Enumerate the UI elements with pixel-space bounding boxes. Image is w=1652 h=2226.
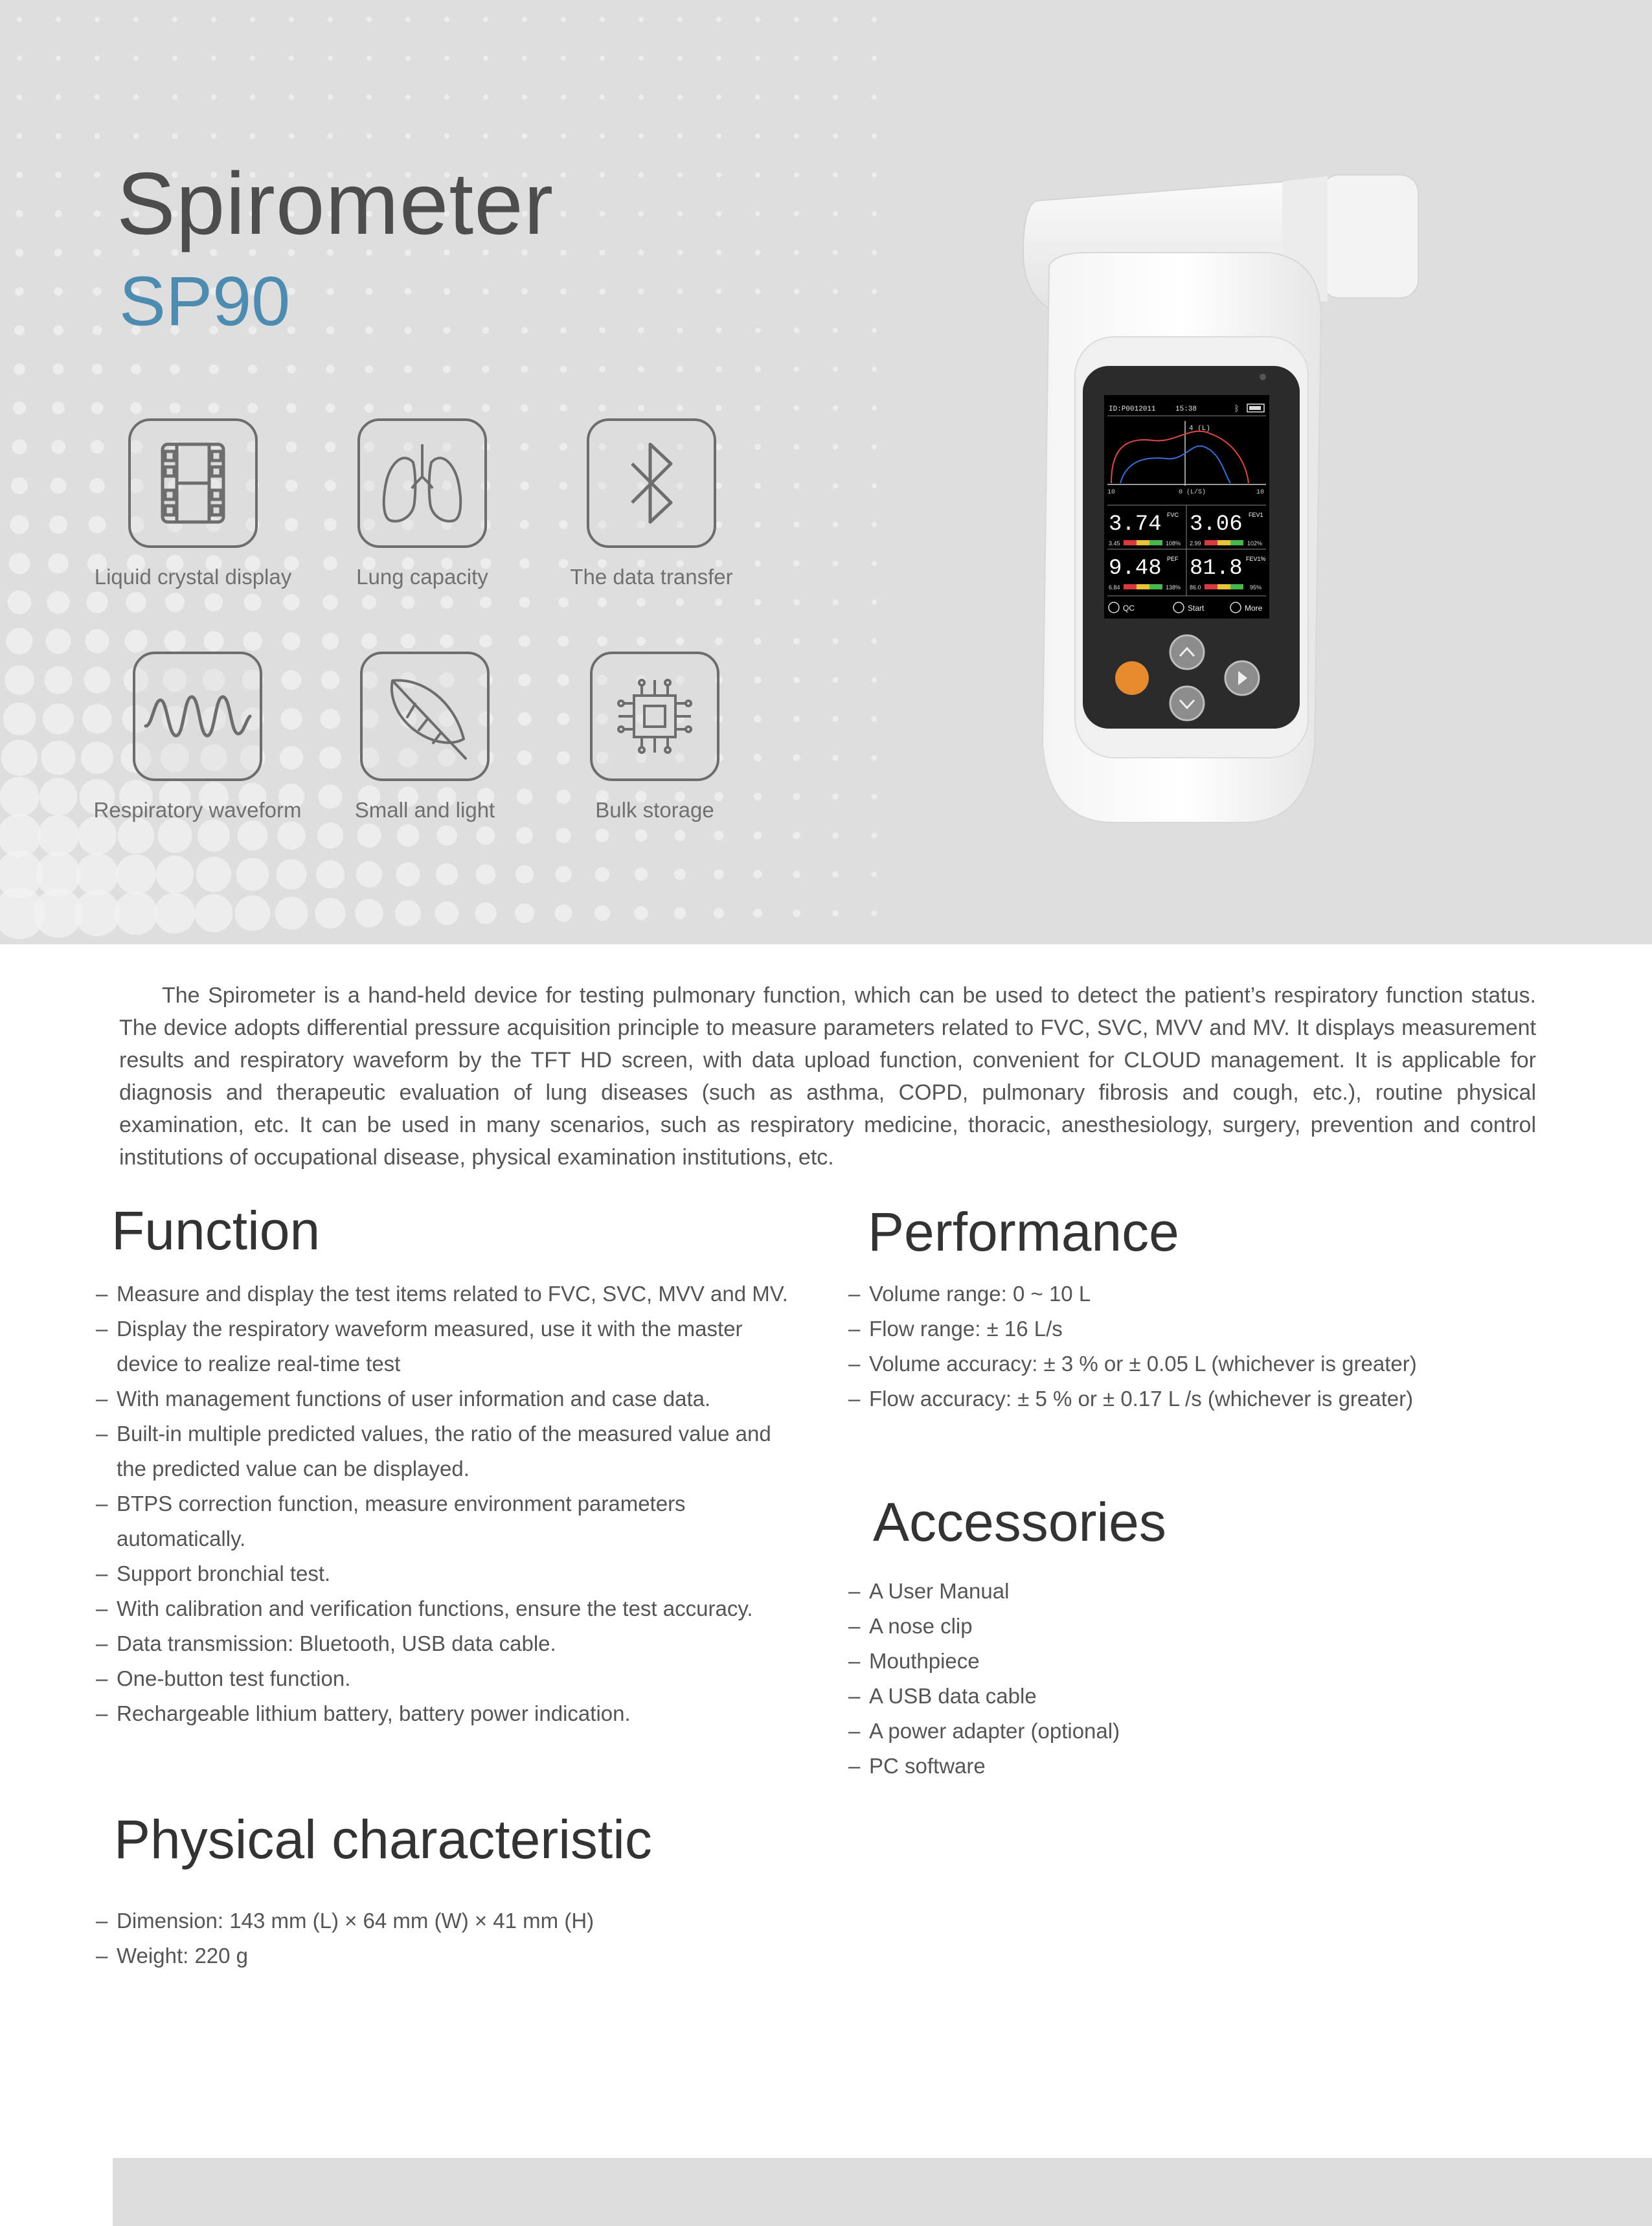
feature-storage bbox=[538, 652, 771, 823]
fev1pct-value: 81.8 bbox=[1190, 556, 1243, 581]
axis-top-label: 4 (L) bbox=[1189, 425, 1211, 433]
pef-label: PEF bbox=[1167, 556, 1179, 562]
list-item: – A nose clip bbox=[848, 1609, 1431, 1644]
axis-right-label: 10 bbox=[1256, 489, 1265, 496]
list-item: – Flow range: ± 16 L/s bbox=[848, 1312, 1593, 1346]
feature-label: Bulk storage bbox=[595, 798, 714, 822]
feature-data-transfer bbox=[535, 418, 768, 589]
list-item: – Rechargeable lithium battery, battery power indication. bbox=[96, 1696, 795, 1731]
product-title: Spirometer bbox=[117, 154, 554, 253]
product-model: SP90 bbox=[119, 262, 291, 340]
function-heading: Function bbox=[111, 1200, 321, 1261]
down-button[interactable] bbox=[1170, 687, 1204, 720]
pef-pred: 6.84 bbox=[1109, 584, 1120, 591]
pef-pct: 138% bbox=[1166, 584, 1181, 591]
fvc-pct: 108% bbox=[1166, 540, 1181, 547]
up-button[interactable] bbox=[1170, 635, 1204, 669]
feature-label: Lung capacity bbox=[356, 565, 488, 589]
softkey-qc: QC bbox=[1123, 604, 1135, 613]
softkey-start: Start bbox=[1188, 604, 1205, 613]
power-button[interactable] bbox=[1115, 661, 1149, 695]
physical-list bbox=[96, 1903, 808, 1973]
feature-label: The data transfer bbox=[570, 565, 733, 589]
feature-label: Respiratory waveform bbox=[93, 798, 302, 822]
axis-mid-label: 0 (L/S) bbox=[1179, 489, 1206, 496]
accessories-heading: Accessories bbox=[873, 1492, 1166, 1552]
fev1-pred: 2.99 bbox=[1190, 540, 1201, 547]
physical-heading: Physical characteristic bbox=[114, 1809, 652, 1870]
fev1-label: FEV1 bbox=[1249, 512, 1263, 518]
footer-bar bbox=[113, 2158, 1652, 2226]
waveform-icon bbox=[142, 687, 253, 745]
list-item: – Dimension: 143 mm (L) × 64 mm (W) × 41 mm (H) bbox=[96, 1903, 808, 1938]
feature-lcd bbox=[76, 418, 310, 589]
performance-heading: Performance bbox=[868, 1201, 1179, 1262]
list-item: – Display the respiratory waveform measured, use it with the master device to realize real-time test bbox=[96, 1312, 795, 1381]
film-icon bbox=[157, 441, 229, 525]
feature-lung bbox=[306, 418, 539, 589]
list-item: – Volume accuracy: ± 3 % or ± 0.05 L (whichever is greater) bbox=[848, 1346, 1593, 1381]
list-item: – With calibration and verification functions, ensure the test accuracy. bbox=[96, 1591, 795, 1626]
bluetooth-icon bbox=[619, 435, 684, 532]
feature-small-light bbox=[308, 652, 541, 823]
list-item: – Data transmission: Bluetooth, USB data cable. bbox=[96, 1626, 795, 1661]
hero-banner bbox=[0, 0, 1652, 944]
list-item: – Built-in multiple predicted values, the ratio of the measured value and the predicted value can be displayed. bbox=[96, 1416, 795, 1486]
feature-label: Small and light bbox=[354, 798, 495, 822]
intro-paragraph: The Spirometer is a hand-held device for testing pulmonary function, which can be used to detect the patient’s respiratory function status. The device adopts differential pressure acquisition principle to measure parameters related to FVC, SVC, MVV and MV. It displays measurement results and respiratory waveform by the TFT HD screen, with data upload function, convenient for CLOUD management. It is applicable for diagnosis and therapeutic evaluation of lung diseases (such as asthma, COPD, pulmonary fibrosis and cough, etc.), routine physical examination, etc. It can be used in many scenarios, such as respiratory medicine, thoracic, anesthesiology, surgery, prevention and control institutions of occupational disease, physical examination institutions, etc. bbox=[119, 983, 1536, 1170]
fev1pct-label: FEV1% bbox=[1246, 556, 1266, 562]
screen-id: ID:P0012011 bbox=[1109, 405, 1156, 413]
function-list bbox=[96, 1277, 795, 1731]
fvc-pred: 3.45 bbox=[1109, 540, 1120, 547]
chip-icon bbox=[609, 671, 700, 762]
list-item: – Measure and display the test items related to FVC, SVC, MVV and MV. bbox=[96, 1277, 795, 1312]
performance-list bbox=[848, 1277, 1593, 1416]
list-item: – A power adapter (optional) bbox=[848, 1714, 1431, 1749]
fvc-value: 3.74 bbox=[1109, 512, 1162, 537]
screen-time: 15:38 bbox=[1175, 405, 1197, 413]
fev1pct-pred: 86.0 bbox=[1190, 584, 1201, 591]
list-item: – A User Manual bbox=[848, 1574, 1431, 1609]
spirometer-device-image bbox=[997, 162, 1451, 835]
list-item: – Flow accuracy: ± 5 % or ± 0.17 L /s (whichever is greater) bbox=[848, 1381, 1593, 1416]
lungs-icon bbox=[377, 438, 468, 528]
axis-left-label: 10 bbox=[1107, 489, 1116, 496]
pef-value: 9.48 bbox=[1109, 556, 1162, 581]
feature-waveform bbox=[81, 652, 314, 823]
list-item: – One-button test function. bbox=[96, 1661, 795, 1696]
accessories-list bbox=[848, 1574, 1431, 1784]
list-item: – With management functions of user information and case data. bbox=[96, 1381, 795, 1416]
list-item: – Weight: 220 g bbox=[96, 1938, 808, 1973]
fev1-pct: 102% bbox=[1247, 540, 1263, 547]
feather-icon bbox=[376, 668, 473, 765]
bluetooth-status-icon: ᛒ bbox=[1234, 403, 1239, 413]
list-item: – A USB data cable bbox=[848, 1679, 1431, 1714]
list-item: – Support bronchial test. bbox=[96, 1556, 795, 1591]
fev1pct-pct: 95% bbox=[1250, 584, 1262, 591]
softkey-more: More bbox=[1245, 604, 1263, 613]
feature-label: Liquid crystal display bbox=[94, 565, 292, 589]
list-item: – BTPS correction function, measure environment parameters automatically. bbox=[96, 1486, 795, 1556]
list-item: – Volume range: 0 ~ 10 L bbox=[848, 1277, 1593, 1312]
fev1-value: 3.06 bbox=[1190, 512, 1243, 537]
list-item: – PC software bbox=[848, 1749, 1431, 1784]
fvc-label: FVC bbox=[1167, 512, 1179, 518]
list-item: – Mouthpiece bbox=[848, 1644, 1431, 1679]
